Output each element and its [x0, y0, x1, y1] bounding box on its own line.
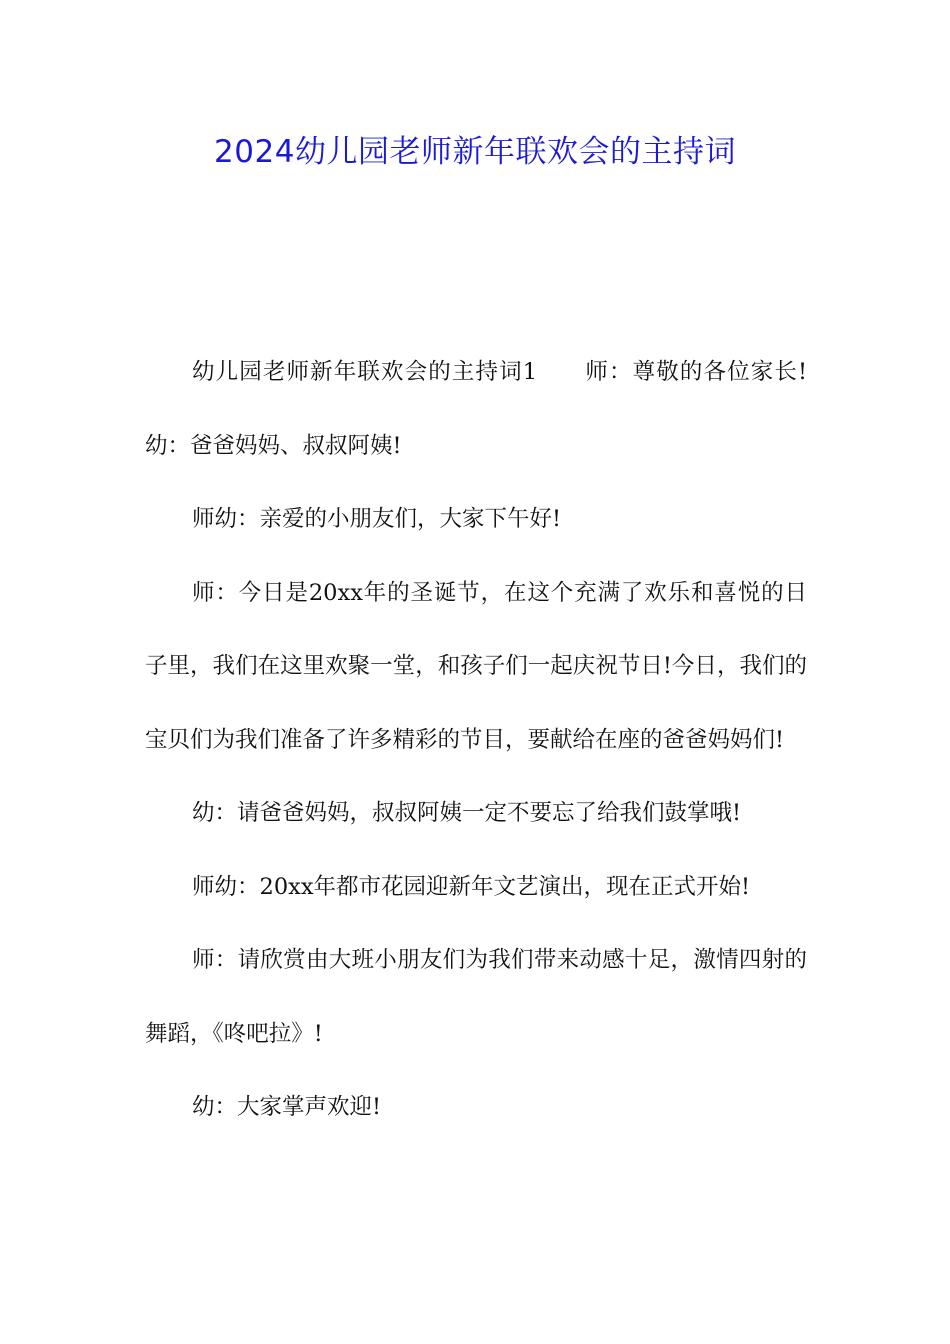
document-body: [145, 336, 807, 1145]
paragraph-1: 幼儿园老师新年联欢会的主持词1 师：尊敬的各位家长!幼：爸爸妈妈、叔叔阿姨!: [145, 359, 807, 459]
document-title: 2024幼儿园老师新年联欢会的主持词: [214, 134, 736, 170]
paragraph-5: 师幼：20xx年都市花园迎新年文艺演出，现在正式开始!: [192, 873, 751, 900]
paragraph-4: 幼：请爸爸妈妈，叔叔阿姨一定不要忘了给我们鼓掌哦!: [192, 800, 742, 826]
paragraph-2: 师幼：亲爱的小朋友们，大家下午好!: [192, 506, 562, 532]
paragraph-7: 幼：大家掌声欢迎!: [192, 1094, 382, 1120]
paragraph-6: 师：请欣赏由大班小朋友们为我们带来动感十足，激情四射的舞蹈，《咚吧拉》!: [145, 947, 807, 1047]
paragraph-3: 师：今日是20xx年的圣诞节，在这个充满了欢乐和喜悦的日子里，我们在这里欢聚一堂，和孩子们一起庆祝节日!今日，我们的宝贝们为我们准备了许多精彩的节目，要献给在座的爸爸妈妈们!: [145, 579, 807, 753]
